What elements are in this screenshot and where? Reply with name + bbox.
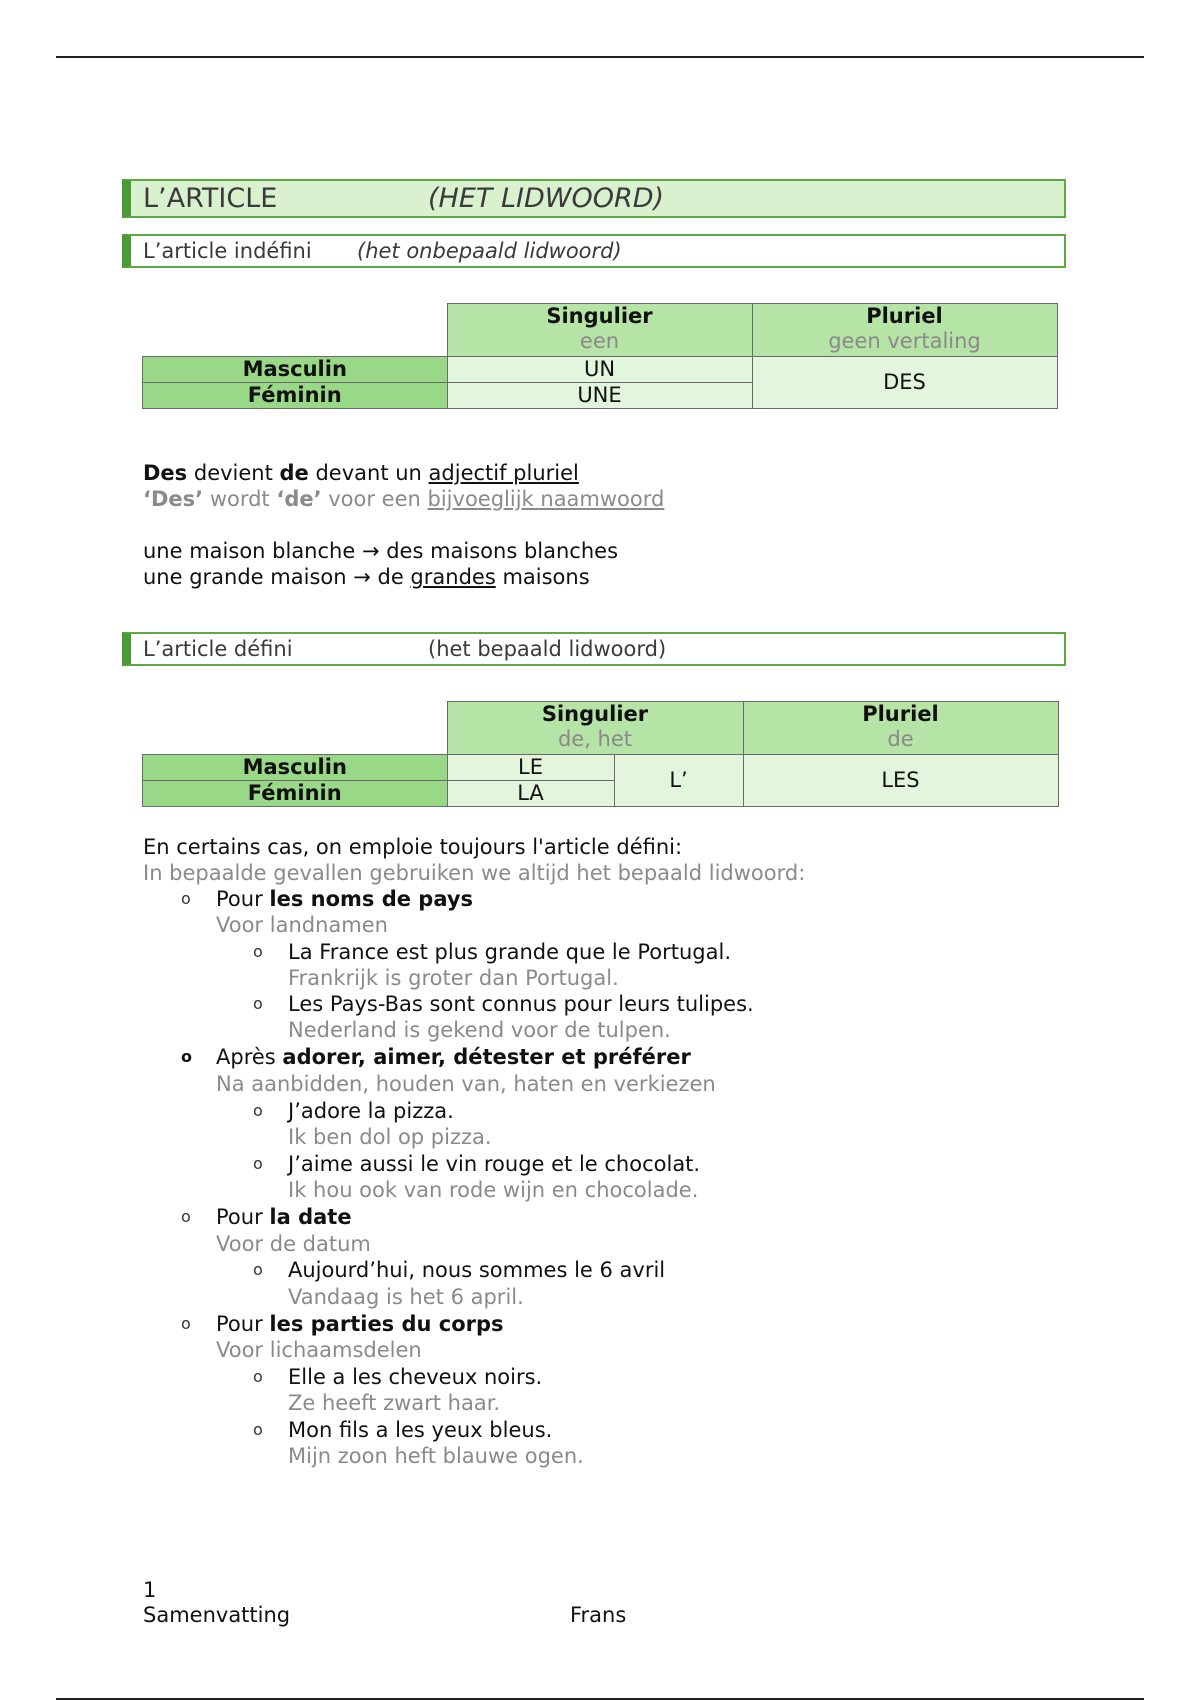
bullet-icon: o — [253, 1154, 263, 1173]
bottom-rule — [56, 1698, 1144, 1700]
des-rule-dutch: ‘Des’ wordt ‘de’ voor een bijvoeglijk naamwoord — [143, 487, 665, 511]
bullet-icon: o — [253, 942, 263, 961]
bullet-icon: o — [181, 1314, 191, 1333]
main-heading-translation: (HET LIDWOORD) — [428, 183, 665, 214]
top-rule — [56, 56, 1144, 58]
example-dutch: Nederland is gekend voor de tulpen. — [288, 1018, 671, 1042]
bullet-icon: o — [253, 1260, 263, 1279]
bullet-icon: o — [253, 1420, 263, 1439]
case-heading: Après adorer, aimer, détester et préférer — [216, 1045, 691, 1069]
plural-translation: de — [887, 727, 914, 751]
plural-column-header — [752, 304, 1057, 357]
example-dutch: Vandaag is het 6 april. — [288, 1285, 524, 1309]
definite-intro-french: En certains cas, on emploie toujours l'article défini: — [143, 835, 683, 859]
indefinite-heading-title: L’article indéfini — [143, 239, 312, 263]
definite-article-table — [142, 701, 1059, 807]
definite-heading-translation: (het bepaald lidwoord) — [428, 637, 667, 661]
example-dutch: Mijn zoon heft blauwe ogen. — [288, 1444, 584, 1468]
feminine-singular-cell: LA — [447, 781, 614, 807]
table-row — [143, 755, 1059, 781]
singular-translation: een — [579, 329, 620, 353]
page-number: 1 — [143, 1578, 157, 1602]
plural-cell: DES — [752, 357, 1057, 409]
case-heading: Pour les noms de pays — [216, 887, 474, 911]
masculine-row-label: Masculin — [143, 357, 448, 383]
example-dutch: Ik hou ook van rode wijn en chocolade. — [288, 1178, 699, 1202]
footer-left: Samenvatting — [143, 1603, 291, 1627]
definite-heading-title: L’article défini — [143, 637, 293, 661]
plural-column-header — [743, 702, 1058, 755]
bullet-icon: o — [253, 1367, 263, 1386]
case-heading: Pour les parties du corps — [216, 1312, 504, 1336]
case-translation: Voor de datum — [216, 1232, 371, 1256]
example-french: J’adore la pizza. — [288, 1099, 454, 1123]
table-header-row — [143, 304, 1058, 357]
definite-article-heading — [122, 632, 1066, 666]
feminine-row-label: Féminin — [143, 781, 448, 807]
example-dutch: Ze heeft zwart haar. — [288, 1391, 501, 1415]
example-french: Les Pays-Bas sont connus pour leurs tulipes. — [288, 992, 754, 1016]
example-line: une maison blanche → des maisons blanches — [143, 539, 619, 563]
footer-center: Frans — [570, 1603, 627, 1627]
elided-article-cell: L’ — [614, 755, 743, 807]
example-line: une grande maison → de grandes maisons — [143, 565, 590, 589]
case-translation: Voor landnamen — [216, 913, 388, 937]
feminine-row-label: Féminin — [143, 383, 448, 409]
feminine-singular-cell: UNE — [447, 383, 752, 409]
masculine-row-label: Masculin — [143, 755, 448, 781]
table-header-row — [143, 702, 1059, 755]
table-row — [143, 357, 1058, 383]
indefinite-article-table — [142, 303, 1058, 409]
example-french: J’aime aussi le vin rouge et le chocolat. — [288, 1152, 701, 1176]
masculine-singular-cell: UN — [447, 357, 752, 383]
masculine-singular-cell: LE — [447, 755, 614, 781]
indefinite-article-heading — [122, 234, 1066, 268]
example-french: Elle a les cheveux noirs. — [288, 1365, 543, 1389]
indefinite-heading-translation: (het onbepaald lidwoord) — [357, 239, 622, 263]
bullet-icon: o — [181, 889, 191, 908]
bullet-icon: o — [181, 1047, 192, 1066]
example-dutch: Ik ben dol op pizza. — [288, 1125, 492, 1149]
plural-label: Pluriel — [862, 702, 939, 726]
singular-column-header — [447, 702, 743, 755]
singular-label: Singulier — [546, 304, 653, 328]
example-french: Mon fils a les yeux bleus. — [288, 1418, 553, 1442]
case-heading: Pour la date — [216, 1205, 352, 1229]
example-french: La France est plus grande que le Portugal. — [288, 940, 731, 964]
plural-translation: geen vertaling — [828, 329, 981, 353]
main-heading-title: L’ARTICLE — [143, 183, 278, 214]
bullet-icon: o — [181, 1207, 191, 1226]
bullet-icon: o — [253, 994, 263, 1013]
case-translation: Voor lichaamsdelen — [216, 1338, 422, 1362]
plural-label: Pluriel — [866, 304, 943, 328]
main-heading — [122, 179, 1066, 218]
case-translation: Na aanbidden, houden van, haten en verkiezen — [216, 1072, 716, 1096]
singular-label: Singulier — [541, 702, 649, 726]
des-rule-french: Des devient de devant un adjectif pluriel — [143, 461, 579, 485]
singular-column-header — [447, 304, 752, 357]
example-dutch: Frankrijk is groter dan Portugal. — [288, 966, 619, 990]
bullet-icon: o — [253, 1101, 263, 1120]
definite-intro-dutch: In bepaalde gevallen gebruiken we altijd het bepaald lidwoord: — [143, 861, 806, 885]
plural-cell: LES — [743, 755, 1058, 807]
example-french: Aujourd’hui, nous sommes le 6 avril — [288, 1258, 666, 1282]
singular-translation: de, het — [557, 727, 633, 751]
